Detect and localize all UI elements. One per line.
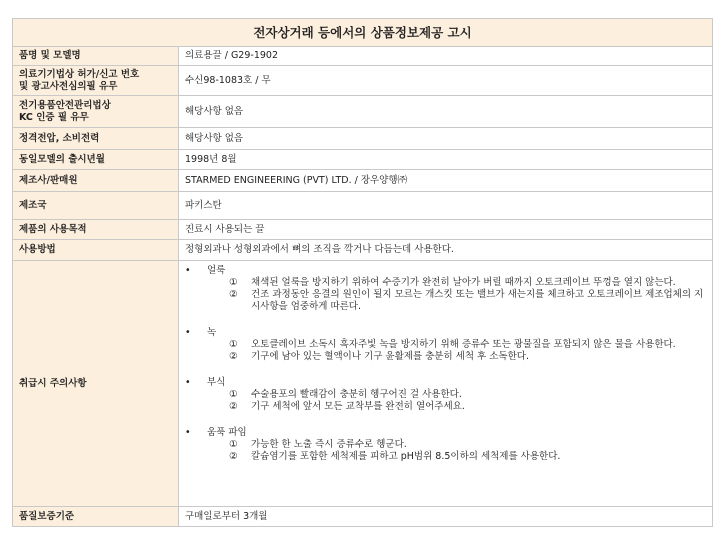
table-row [13,170,713,192]
row-label: 정격전압, 소비전력 [13,128,179,150]
table-row [13,66,713,96]
row-label: 의료기기법상 허가/신고 번호 및 광고사전심의필 유무 [13,66,179,96]
row-value: 정형외과나 성형외과에서 뼈의 조직을 깍거나 다듬는데 사용한다. [179,240,713,261]
section-heading: 얼룩 [207,265,226,276]
care-label: 취급시 주의사항 [13,261,179,507]
care-content [179,261,713,507]
row-label: 제조국 [13,192,179,220]
row-label: 제조사/판매원 [13,170,179,192]
row-value: 해당사항 없음 [179,128,713,150]
warranty-label: 품질보증기준 [13,507,179,527]
section-heading: 부식 [207,377,226,388]
table-row [13,192,713,220]
table-row [13,240,713,261]
list-item: ① 오토클레이브 소독시 흑자주빛 녹을 방지하기 위해 증류수 또는 광물질을 포함되지 않은 물을 사용한다. [229,339,676,350]
bullet-icon: • [185,377,191,388]
bullet-icon: • [185,427,191,438]
row-value: 파키스탄 [179,192,713,220]
care-section-stain [185,265,706,313]
table-row [13,150,713,170]
row-value: 해당사항 없음 [179,96,713,128]
care-section-corrosion [185,377,706,413]
warranty-value: 구매일로부터 3개월 [179,507,713,527]
info-table [12,18,713,527]
row-label: 제품의 사용목적 [13,220,179,240]
list-item: ② 칼슘염기를 포함한 세척제를 피하고 pH범위 8.5이하의 세척제를 사용한다. [229,451,561,462]
section-heading: 움푹 파임 [207,427,247,438]
bullet-icon: • [185,327,191,338]
row-label: 동일모델의 출시년월 [13,150,179,170]
list-item: ② 건조 과정동안 응결의 원인이 될지 모르는 개스킷 또는 밸브가 새는지를 체크하고 오토크레이브 제조업체의 지시사항을 엄중하게 따른다. [229,289,704,312]
row-value: 수신98-1083호 / 무 [179,66,713,96]
table-row [13,47,713,66]
list-item: ① 가능한 한 노출 즉시 증류수로 헹군다. [229,439,407,450]
row-label: 전기용품안전관리법상 KC 인증 필 유무 [13,96,179,128]
table-title: 전자상거래 등에서의 상품정보제공 고시 [13,19,713,47]
table-row-warranty [13,507,713,527]
bullet-icon: • [185,265,191,276]
row-label: 품명 및 모델명 [13,47,179,66]
table-row [13,220,713,240]
table-row [13,96,713,128]
care-section-pitting [185,427,706,463]
list-item: ② 기구 세척에 앞서 모든 교착부를 완전히 열어주세요. [229,401,465,412]
list-item: ① 채색된 얼룩을 방지하기 위하여 수증기가 완전히 날아가 버릴 때까지 오토크레이브 뚜껑을 열지 않는다. [229,277,676,288]
row-value: 1998년 8월 [179,150,713,170]
table-row [13,128,713,150]
table-row-care [13,261,713,507]
list-item: ① 수술용포의 빨래감이 충분히 헹구어진 걸 사용한다. [229,389,462,400]
row-value: STARMED ENGINEERING (PVT) LTD. / 장우양행㈜ [179,170,713,192]
list-item: ② 기구에 남아 있는 혈액이나 기구 윤활제를 충분히 세척 후 소독한다. [229,351,529,362]
row-value: 진료시 사용되는 끌 [179,220,713,240]
care-section-rust [185,327,706,363]
row-label: 사용방법 [13,240,179,261]
section-heading: 녹 [207,327,217,338]
row-value: 의료용끌 / G29-1902 [179,47,713,66]
product-info-notice [12,18,713,527]
